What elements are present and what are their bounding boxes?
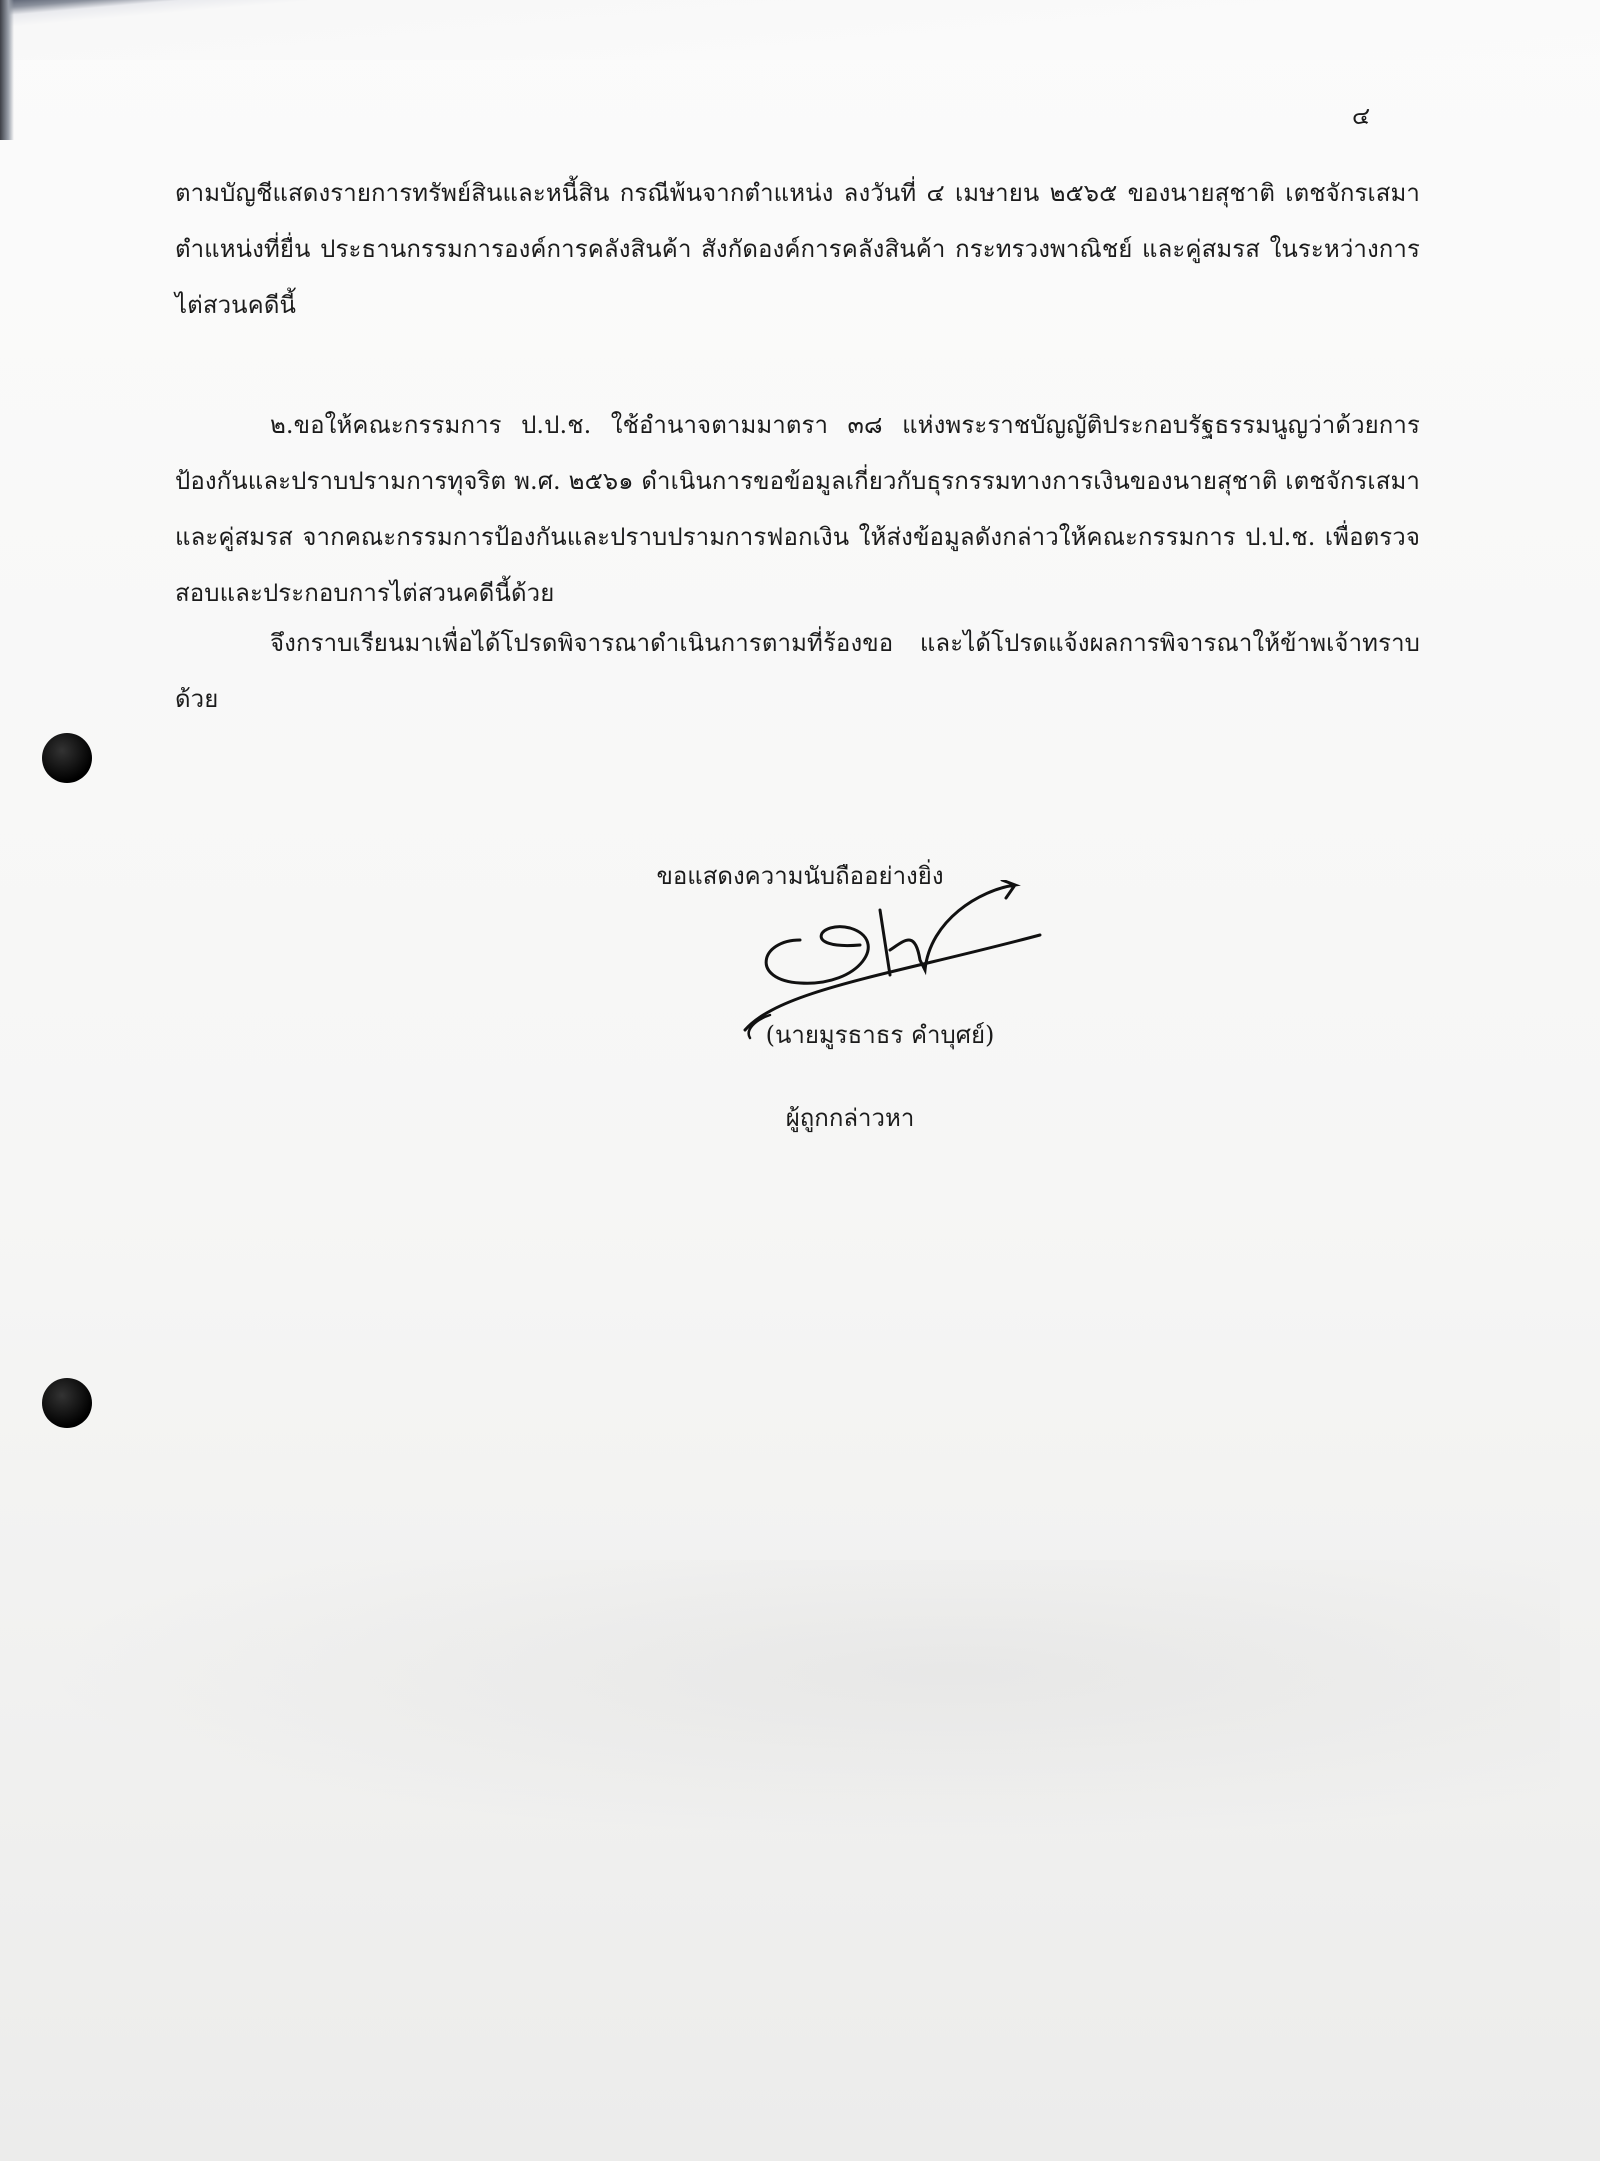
back-page-bleed: [40, 1560, 1560, 1840]
page-fold-shadow: [0, 0, 1600, 60]
paragraph-closing-request: จึงกราบเรียนมาเพื่อได้โปรดพิจารณาดำเนินการตามที่ร้องขอ และได้โปรดแจ้งผลการพิจารณาให้ข้าพเจ้าทราบด้วย: [175, 629, 1420, 713]
signer-name: (นายมูรธาธร คำบุศย์): [765, 1021, 995, 1049]
punch-hole: [42, 1378, 92, 1428]
page-edge-shadow: [0, 0, 14, 140]
paragraph-asset-declaration: ตามบัญชีแสดงรายการทรัพย์สินและหนี้สิน กรณีพ้นจากตำแหน่ง ลงวันที่ ๔ เมษายน ๒๕๖๕ ของนายสุชาติ เตชจักรเสมา ตำแหน่งที่ยื่น ประธานกรรมการองค์การคลังสินค้า สังกัดองค์การคลังสินค้า กระทรวงพาณิชย์ และคู่สมรส ในระหว่างการไต่สวนคดีนี้: [175, 179, 1420, 319]
page-number: ๔: [1352, 102, 1371, 130]
punch-hole: [42, 733, 92, 783]
signer-role: ผู้ถูกกล่าวหา: [785, 1104, 915, 1132]
paragraph-request-item-2: ๒.ขอให้คณะกรรมการ ป.ป.ช. ใช้อำนาจตามมาตรา ๓๘ แห่งพระราชบัญญัติประกอบรัฐธรรมนูญว่าด้วยการป้องกันและปราบปรามการทุจริต พ.ศ. ๒๕๖๑ ดำเนินการขอข้อมูลเกี่ยวกับธุรกรรมทางการเงินของนายสุชาติ เตชจักรเสมา และคู่สมรส จากคณะกรรมการป้องกันและปราบปรามการฟอกเงิน ให้ส่งข้อมูลดังกล่าวให้คณะกรรมการ ป.ป.ช. เพื่อตรวจสอบและประกอบการไต่สวนคดีนี้ด้วย: [175, 411, 1420, 607]
closing-salutation: ขอแสดงความนับถืออย่างยิ่ง: [656, 862, 944, 890]
